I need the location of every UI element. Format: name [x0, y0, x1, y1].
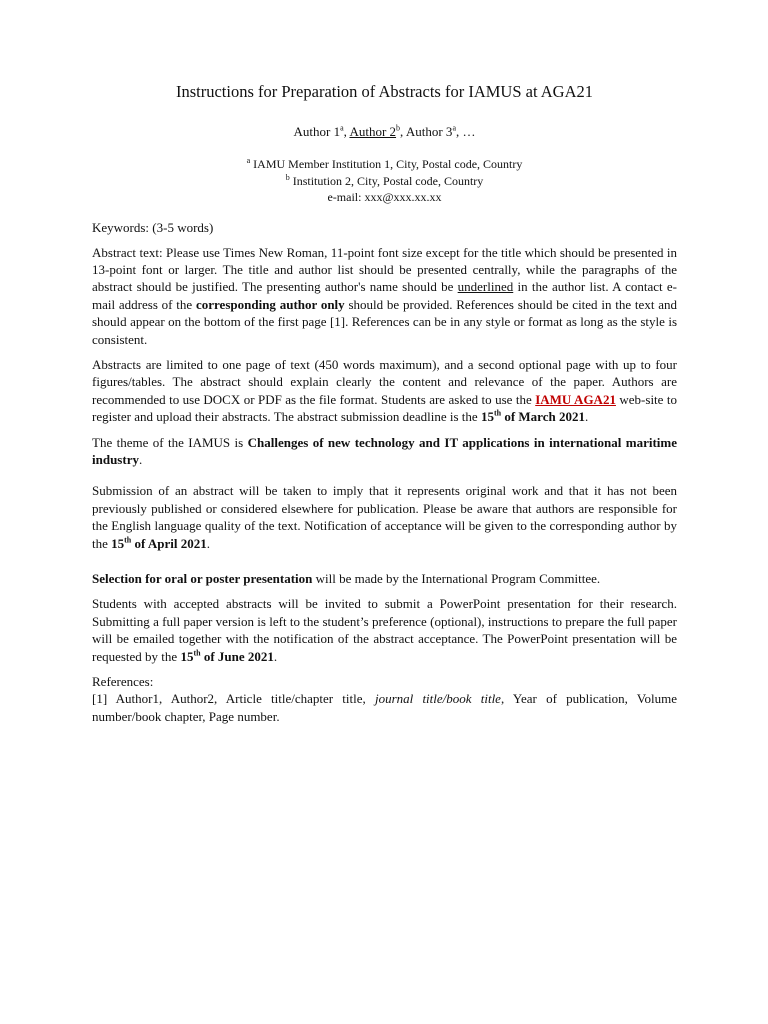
affiliation-2-mark: b [285, 172, 290, 182]
text-run: will be made by the International Program Committee. [312, 571, 601, 586]
affiliation-2-text: Institution 2, City, Postal code, Country [289, 173, 484, 188]
affiliation-1-mark: a [246, 156, 251, 165]
author-1-affil-mark: a [340, 123, 344, 133]
date-day: 15 [480, 409, 494, 425]
deadline-date [481, 409, 585, 424]
keywords: Keywords: (3-5 words) [92, 219, 214, 235]
paragraph-abstract-text [92, 244, 677, 348]
text-run: The theme of the IAMUS is [92, 434, 248, 450]
text-run: in the author list. A contact e-mail address of the [92, 279, 677, 312]
text-run: . [273, 648, 278, 664]
date-ordinal: th [493, 408, 502, 418]
notification-date [111, 536, 207, 551]
author-list [92, 124, 677, 140]
date-month-year: of June 2021 [200, 648, 274, 664]
text-run: Students with accepted abstracts will be invited to submit a PowerPoint presentation for their research. Submitting a full paper version is left to the student’s preference (optional), instructions to prepare the full paper will be emailed together with the notification of the abstract acceptance. The PowerPoint presentation will be requested by the [92, 596, 677, 664]
author-separator: , [343, 124, 350, 139]
date-month-year: of April 2021 [131, 535, 207, 551]
affiliation-2 [92, 173, 677, 190]
presentation-date [180, 649, 273, 664]
date-day: 15 [111, 535, 125, 551]
reference-item [92, 690, 677, 725]
iamu-aga21-link[interactable]: IAMU AGA21 [535, 391, 616, 407]
author-2-presenting: Author 2 [349, 124, 397, 139]
references-heading: References: [92, 674, 154, 690]
date-ordinal: th [124, 535, 132, 545]
paragraph-limits [92, 356, 677, 426]
date-month-year: of March 2021 [501, 409, 585, 425]
text-run: Abstracts are limited to one page of text (450 words maximum), and a second optional page with up to four figures/tables. The abstract should explain clearly the content and relevance of the paper. Authors are recommended to use DOCX or PDF as the file format. Students are asked to use the [92, 356, 677, 407]
contact-email: e-mail: xxx@xxx.xx.xx [327, 190, 442, 204]
paragraph-submission [92, 482, 677, 552]
theme-title: Challenges of new technology and IT applications in international maritime industry [92, 434, 677, 467]
text-run: Submission of an abstract will be taken to imply that it represents original work and that it has not been previously published or considered elsewhere for publication. Please be aware that authors are responsible for the English language quality of the text. Notification of acceptance will be given to the corresponding author by the [92, 483, 677, 551]
author-list-ellipsis: , … [456, 124, 476, 139]
text-run: . [206, 535, 210, 551]
affiliations [92, 156, 677, 206]
text-run: . [584, 409, 589, 425]
text-run: Abstract text: Please use Times New Roman, 11-point font size except for the title which should be presented in 13-point font or larger. The title and author list should be presented centrally, while the paragraphs of the abstract should be justified. The presenting author's name should be [92, 244, 677, 295]
author-2-affil-mark: b [396, 123, 401, 133]
text-run: . [138, 451, 143, 467]
underlined-word: underlined [457, 279, 514, 295]
text-run: , Year of publication, Volume number/book chapter, Page number. [92, 691, 678, 724]
text-run: [1] Author1, Author2, Article title/chapter title, [92, 691, 375, 707]
document-body [92, 82, 677, 725]
page-title: Instructions for Preparation of Abstracts for IAMUS at AGA21 [175, 82, 593, 101]
author-3-affil-mark: a [452, 123, 456, 133]
text-run: web-site to register and upload their abstracts. The abstract submission deadline is the [92, 391, 677, 425]
author-separator: , [400, 124, 406, 139]
paragraph-selection [92, 570, 677, 587]
affiliation-1 [92, 156, 677, 173]
paragraph-theme [92, 434, 677, 469]
italic-phrase: journal title/book title [374, 691, 501, 707]
bold-phrase: corresponding author only [195, 296, 345, 312]
text-run: should be provided. References should be cited in the text and should appear on the bottom of the first page [1]. References can be in any style or format as long as the style is consistent. [92, 296, 677, 347]
date-ordinal: th [193, 648, 201, 658]
references-section [92, 673, 677, 725]
bold-phrase: Selection for oral or poster presentation [92, 571, 313, 586]
affiliation-1-text: IAMU Member Institution 1, City, Postal code, Country [250, 157, 523, 171]
date-day: 15 [180, 648, 194, 664]
author-1: Author 1 [293, 124, 341, 139]
author-3: Author 3 [405, 124, 453, 139]
paragraph-students [92, 595, 677, 665]
